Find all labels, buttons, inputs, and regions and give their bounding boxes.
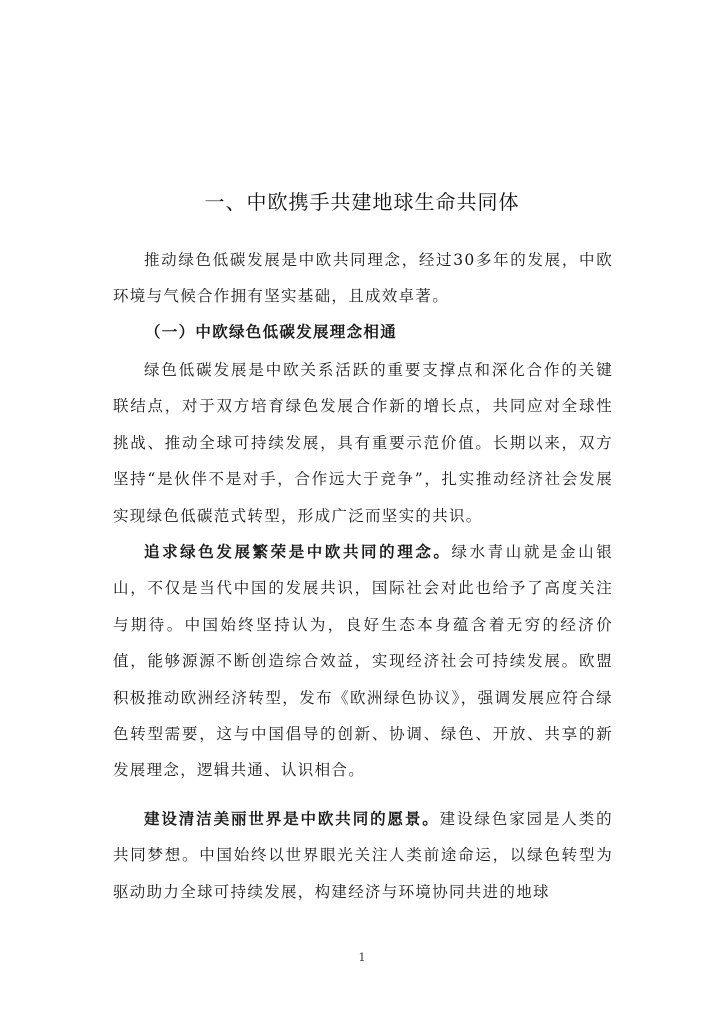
paragraph-3-body: 建设绿色家园是人类的共同梦想。中国始终以世界眼光关注人类前途命运，以绿色转型为驱动助力全球可持续发展，构建经济与环境协同共进的地球 xyxy=(113,810,613,901)
paragraph-2-body: 绿水青山就是金山银山，不仅是当代中国的发展共识，国际社会对此也给予了高度关注与期待。中国始终坚持认为，良好生态本身蕴含着无穷的经济价值，能够源源不断创造综合效益，实现经济社会可持续发展。欧盟积极推动欧洲经济转型，发布《欧洲绿色协议》，强调发展应符合绿色转型需要，这与中国倡导的创新、协调、绿色、开放、共享的新发展理念，逻辑共通、认识相合。 xyxy=(113,543,614,780)
page-number: 1 xyxy=(358,951,366,964)
intro-paragraph: 推动绿色低碳发展是中欧共同理念，经过30多年的发展，中欧环境与气候合作拥有坚实基础，且成效卓著。 xyxy=(113,251,613,306)
section-title: 一、中欧携手共建地球生命共同体 xyxy=(204,190,520,214)
paragraph-2 xyxy=(113,534,613,789)
paragraph-2-lead: 追求绿色发展繁荣是中欧共同的理念。 xyxy=(144,542,452,561)
paragraph-3-lead: 建设清洁美丽世界是中欧共同的愿景。 xyxy=(144,809,440,828)
paragraph-1: 绿色低碳发展是中欧关系活跃的重要支撑点和深化合作的关键联结点，对于双方培育绿色发展合作新的增长点，共同应对全球性挑战、推动全球可持续发展，具有重要示范价值。长期以来，双方坚持“是伙伴不是对手，合作远大于竞争”，扎实推动经济社会发展实现绿色低碳范式转型，形成广泛而坚实的共识。 xyxy=(113,361,613,525)
subheading: （一）中欧绿色低碳发展理念相通 xyxy=(145,322,398,341)
paragraph-3 xyxy=(113,801,613,910)
